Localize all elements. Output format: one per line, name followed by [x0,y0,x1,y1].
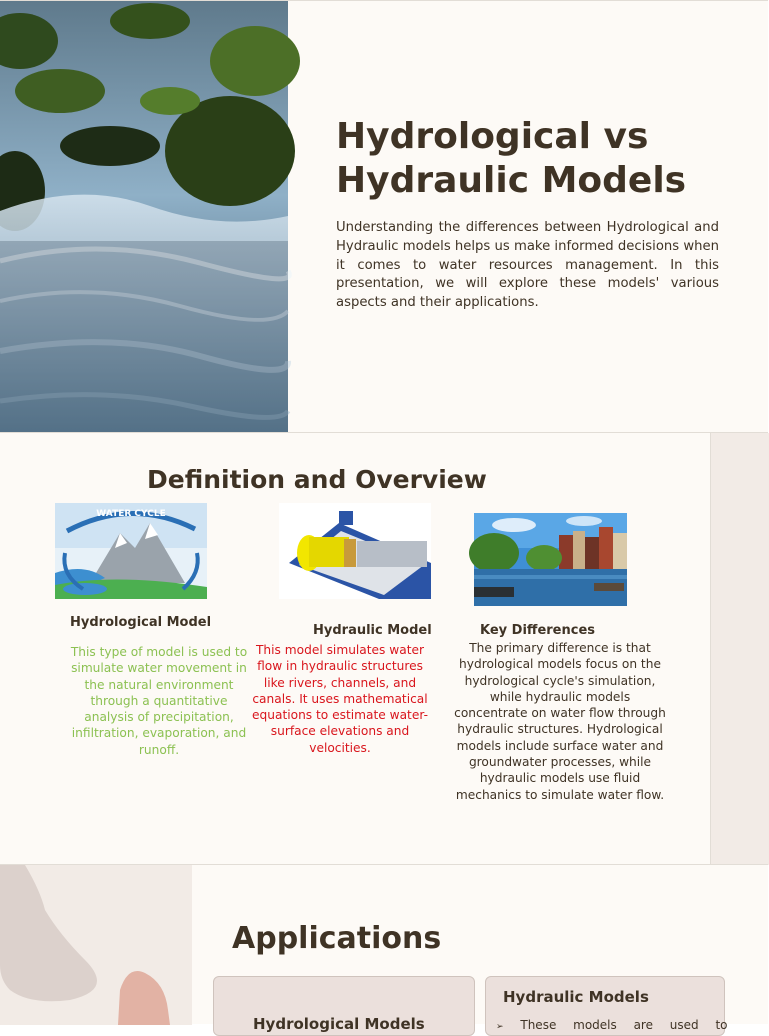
canal-city-photo [474,513,627,606]
hydraulic-applications-card [485,976,728,1036]
title-line-1: Hydrological vs [336,116,649,157]
hydraulic-card-bullet: ➢ These models are used to [496,1018,728,1032]
applications-slide [0,864,768,1033]
key-differences-text: The primary difference is that hydrological models focus on the hydrological cycle's simulation, while hydraulic models concentrate on water flow through hydraulic structures. Hydrological models include surface water and groundwater processes, while hydraulic models use fluid mechanics to simulate water flow. [454,641,666,802]
hydrological-model-text: This type of model is used to simulate water movement in the natural environment through a quantitative analysis of precipitation, infiltration, evaporation, and runoff. [70,645,248,757]
hydrological-card-title: Hydrological Models [253,1015,425,1033]
hydraulic-cylinder-photo [279,503,431,599]
intro-paragraph: Understanding the differences between Hydrological and Hydraulic models helps us make informed decisions when it comes to water resources management. In this presentation, we will explore these models' various aspects and their applications. [336,220,719,311]
side-panel [710,433,769,865]
water-cycle-diagram [55,503,207,599]
hydrological-model-title: Hydrological Model [70,615,212,630]
water-stream-photo [0,1,288,433]
bullet-arrow-icon: ➢ [496,1022,504,1032]
applications-title: Applications [232,921,442,956]
key-differences-title: Key Differences [480,623,596,638]
water-cycle-title: WATER CYCLE [96,509,166,519]
hydrological-applications-card [213,976,475,1036]
hydraulic-model-text: This model simulates water flow in hydraulic structures like rivers, channels, and canals. It uses mathematical equations to estimate water-surface elevations and velocities. [252,643,428,755]
page-title [336,115,736,203]
definition-slide [0,432,768,864]
hydraulic-model-title: Hydraulic Model [313,623,432,638]
hydraulic-card-title: Hydraulic Models [503,988,649,1006]
section-title: Definition and Overview [147,465,487,494]
title-line-2: Hydraulic Models [336,160,687,201]
title-slide [0,0,768,432]
decorative-panel [0,865,192,1025]
